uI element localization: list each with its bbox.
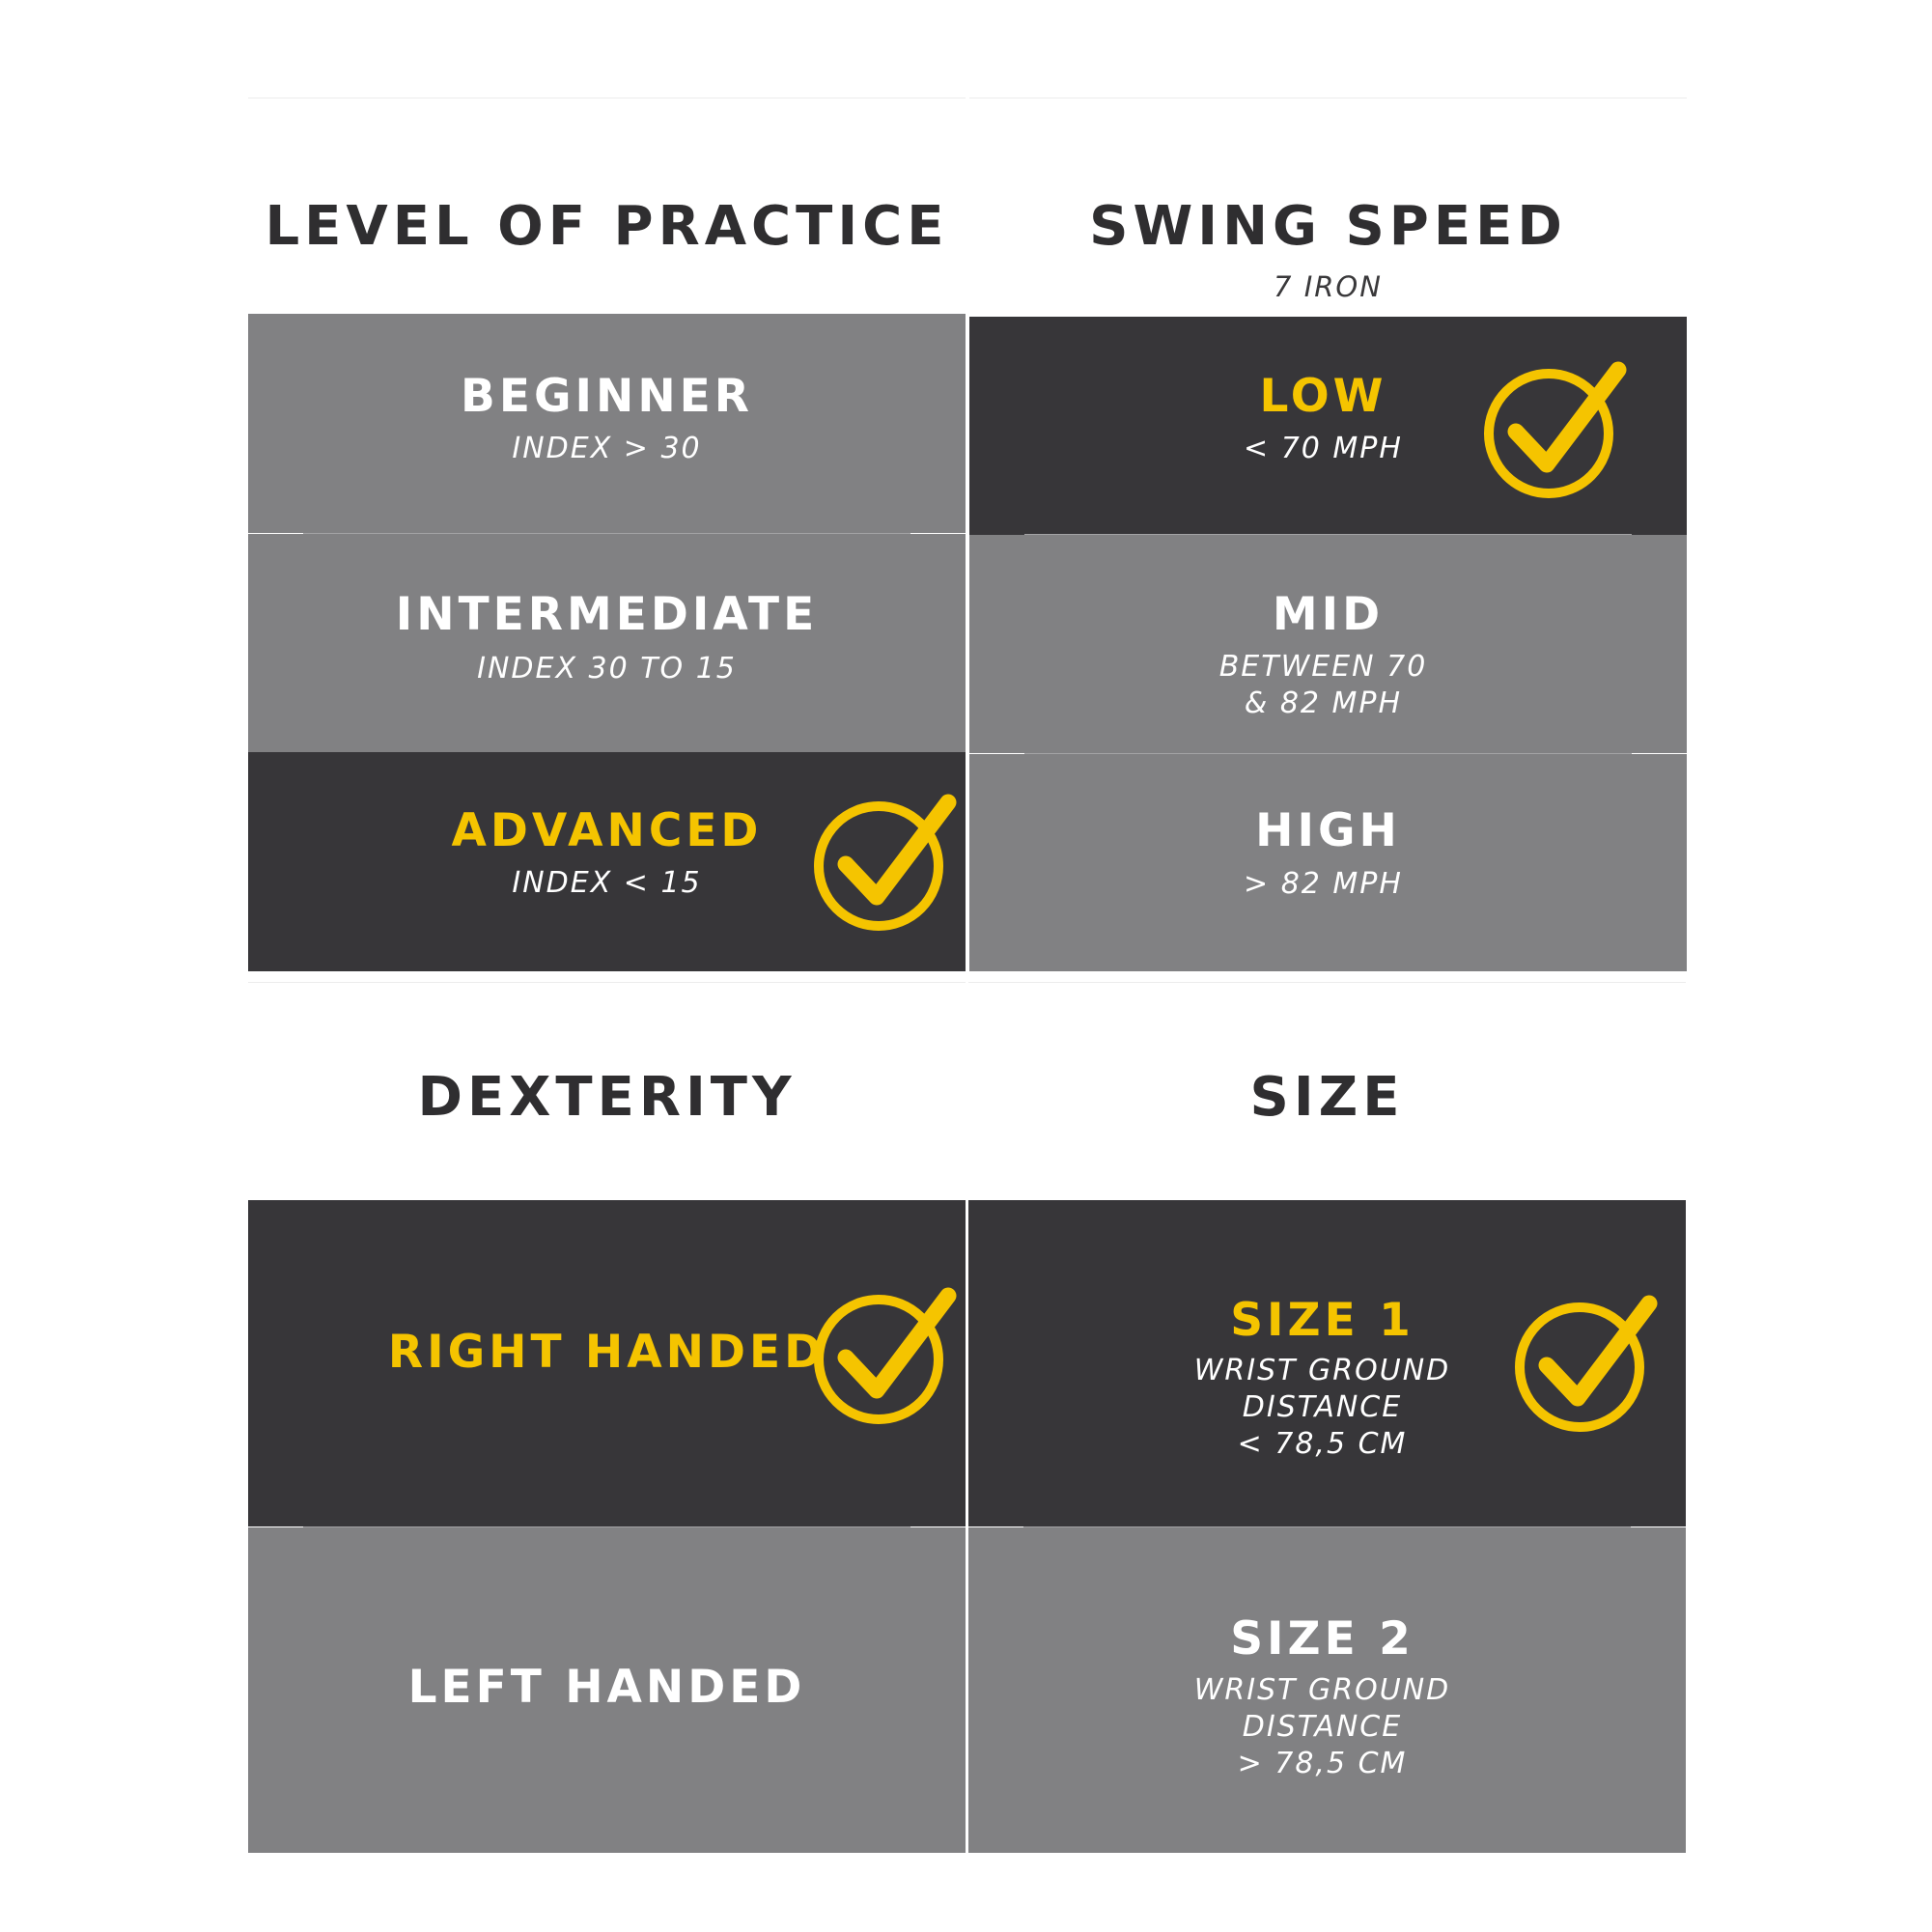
- option-sublabel-line: & 82 MPH: [1244, 686, 1403, 720]
- option-sublabel-line: > 78,5 CM: [1237, 1747, 1408, 1780]
- option-sublabel-line: DISTANCE: [1242, 1710, 1403, 1744]
- checkmark-circle-icon: [1514, 1290, 1659, 1435]
- option-sublabel: [959, 1672, 1686, 1782]
- checkmark-circle-icon: [813, 789, 958, 934]
- panel-header: [969, 98, 1687, 314]
- option-label: LEFT HANDED: [407, 1661, 806, 1714]
- option-label: HIGH: [1255, 804, 1401, 857]
- option-intermediate[interactable]: [248, 534, 966, 752]
- panel-level-of-practice: [248, 98, 966, 971]
- option-low[interactable]: [969, 317, 1687, 535]
- option-left-handed[interactable]: [248, 1527, 966, 1853]
- option-right-handed[interactable]: [248, 1200, 966, 1526]
- option-sublabel-line: WRIST GROUND: [1193, 1354, 1451, 1387]
- panel-title: SIZE: [1249, 1066, 1405, 1129]
- option-sublabel: INDEX > 30: [512, 432, 702, 465]
- panel-size: [968, 982, 1686, 1853]
- option-advanced[interactable]: [248, 752, 966, 971]
- option-sublabel-line: BETWEEN 70: [1218, 650, 1428, 684]
- option-size-1[interactable]: [968, 1200, 1686, 1526]
- panel-header: [248, 98, 966, 314]
- option-label: RIGHT HANDED: [387, 1326, 826, 1379]
- option-label: BEGINNER: [461, 370, 753, 423]
- option-label: ADVANCED: [451, 804, 763, 857]
- panel-subtitle: 7 IRON: [1274, 270, 1383, 303]
- option-sublabel-line: < 78,5 CM: [1237, 1427, 1408, 1461]
- option-sublabel: < 70 MPH: [1244, 432, 1403, 465]
- panel-title: DEXTERITY: [417, 1066, 797, 1129]
- option-label: SIZE 1: [1230, 1294, 1414, 1347]
- panel-title: SWING SPEED: [1089, 195, 1567, 258]
- option-size-2[interactable]: [968, 1527, 1686, 1853]
- option-label: MID: [1272, 588, 1385, 641]
- option-sublabel: INDEX < 15: [512, 866, 702, 900]
- option-label: SIZE 2: [1230, 1612, 1414, 1666]
- option-beginner[interactable]: [248, 314, 966, 533]
- panel-header: [248, 982, 966, 1198]
- option-sublabel: INDEX 30 TO 15: [477, 652, 737, 686]
- option-sublabel-line: WRIST GROUND: [1193, 1673, 1451, 1707]
- checkmark-circle-icon: [813, 1282, 958, 1427]
- checkmark-circle-icon: [1483, 356, 1628, 501]
- option-mid[interactable]: [969, 535, 1687, 753]
- option-sublabel: [960, 649, 1687, 722]
- option-label: INTERMEDIATE: [395, 588, 819, 641]
- panel-swing-speed: [969, 98, 1687, 971]
- option-high[interactable]: [969, 754, 1687, 971]
- option-label: LOW: [1259, 370, 1387, 423]
- option-sublabel-line: DISTANCE: [1242, 1390, 1403, 1424]
- panel-header: [968, 982, 1686, 1198]
- option-sublabel: > 82 MPH: [1244, 867, 1403, 901]
- panel-dexterity: [248, 982, 966, 1853]
- panel-title: LEVEL OF PRACTICE: [265, 195, 949, 258]
